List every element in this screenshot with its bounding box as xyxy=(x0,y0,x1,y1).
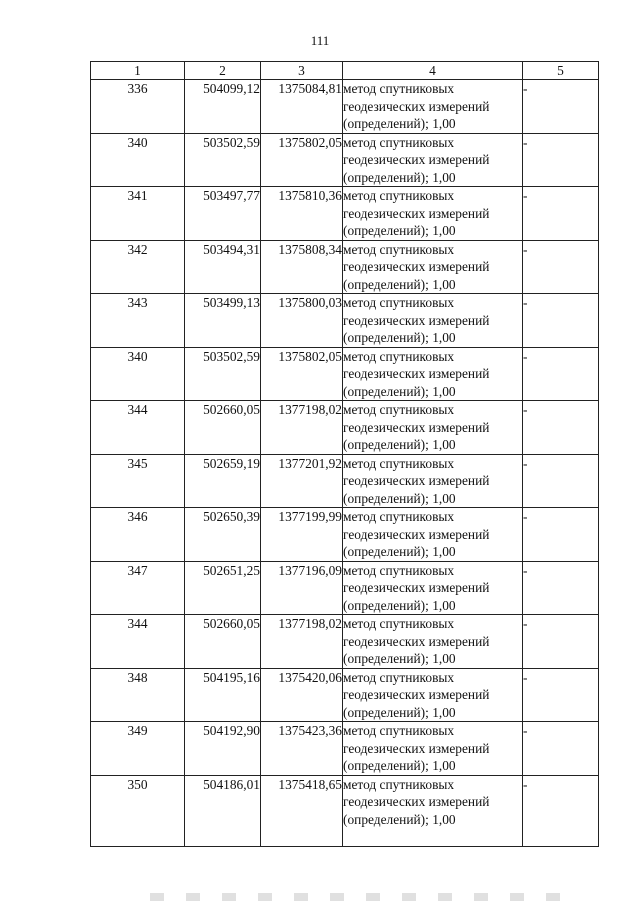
method-cell xyxy=(343,668,523,722)
point-number-cell: 340 xyxy=(91,347,185,401)
method-cell xyxy=(343,454,523,508)
x-coordinate-cell: 503502,59 xyxy=(185,347,261,401)
x-coordinate-cell: 502650,39 xyxy=(185,508,261,562)
point-number-cell: 346 xyxy=(91,508,185,562)
method-line: геодезических измерений xyxy=(343,580,490,595)
table-row xyxy=(91,133,599,187)
method-line: метод спутниковых xyxy=(343,348,455,364)
y-coordinate-cell: 1375810,36 xyxy=(261,187,343,241)
method-line: (определений); 1,00 xyxy=(343,704,456,720)
table-row xyxy=(91,454,599,508)
method-line: геодезических измерений xyxy=(343,794,490,809)
y-coordinate-cell: 1377199,99 xyxy=(261,508,343,562)
x-coordinate-cell: 504192,90 xyxy=(185,722,261,776)
column-header-3: 3 xyxy=(261,62,343,80)
point-number-cell: 340 xyxy=(91,133,185,187)
method-line: метод спутниковых xyxy=(343,188,455,203)
point-number-cell: 343 xyxy=(91,294,185,348)
x-coordinate-cell: 502660,05 xyxy=(185,615,261,669)
method-line: (определений); 1,00 xyxy=(343,437,456,452)
column-header-1: 1 xyxy=(91,62,185,80)
y-coordinate-cell: 1375802,05 xyxy=(261,347,343,401)
column-header-5: 5 xyxy=(523,62,599,80)
y-coordinate-cell: 1375418,65 xyxy=(261,775,343,846)
y-coordinate-cell: 1375423,36 xyxy=(261,722,343,776)
point-number-cell: 342 xyxy=(91,240,185,294)
table-body xyxy=(91,80,599,847)
point-number-cell: 336 xyxy=(91,80,185,134)
table-row xyxy=(91,722,599,776)
x-coordinate-cell: 502651,25 xyxy=(185,561,261,615)
method-line: геодезических измерений xyxy=(343,687,490,702)
y-coordinate-cell: 1375420,06 xyxy=(261,668,343,722)
method-line: метод спутниковых xyxy=(343,616,455,631)
method-line: (определений); 1,00 xyxy=(343,811,456,827)
method-line: метод спутниковых xyxy=(343,455,455,471)
method-line: метод спутниковых xyxy=(343,402,455,417)
point-number-cell: 341 xyxy=(91,187,185,241)
method-line: метод спутниковых xyxy=(343,241,455,257)
method-line: (определений); 1,00 xyxy=(343,330,456,345)
x-coordinate-cell: 502660,05 xyxy=(185,401,261,455)
method-cell xyxy=(343,615,523,669)
note-cell: - xyxy=(523,294,599,348)
note-cell: - xyxy=(523,561,599,615)
table-row xyxy=(91,347,599,401)
y-coordinate-cell: 1377198,02 xyxy=(261,401,343,455)
faint-bleed-through-text xyxy=(150,893,580,901)
x-coordinate-cell: 503502,59 xyxy=(185,133,261,187)
note-cell: - xyxy=(523,508,599,562)
column-header-4: 4 xyxy=(343,62,523,80)
method-line: геодезических измерений xyxy=(343,473,490,488)
table-row xyxy=(91,615,599,669)
method-line: (определений); 1,00 xyxy=(343,758,456,773)
method-line: (определений); 1,00 xyxy=(343,544,456,559)
x-coordinate-cell: 504099,12 xyxy=(185,80,261,134)
coordinates-table xyxy=(90,61,599,847)
method-cell xyxy=(343,347,523,401)
table-row xyxy=(91,508,599,562)
note-cell: - xyxy=(523,347,599,401)
point-number-cell: 348 xyxy=(91,668,185,722)
note-cell: - xyxy=(523,187,599,241)
method-line: метод спутниковых xyxy=(343,669,455,685)
note-cell: - xyxy=(523,401,599,455)
method-line: геодезических измерений xyxy=(343,152,490,167)
method-line: метод спутниковых xyxy=(343,81,455,96)
x-coordinate-cell: 503497,77 xyxy=(185,187,261,241)
point-number-cell: 344 xyxy=(91,615,185,669)
x-coordinate-cell: 503494,31 xyxy=(185,240,261,294)
method-line: (определений); 1,00 xyxy=(343,490,456,506)
method-line: (определений); 1,00 xyxy=(343,276,456,292)
method-line: геодезических измерений xyxy=(343,633,490,649)
note-cell: - xyxy=(523,133,599,187)
note-cell: - xyxy=(523,240,599,294)
method-cell xyxy=(343,401,523,455)
method-cell xyxy=(343,561,523,615)
x-coordinate-cell: 504186,01 xyxy=(185,775,261,846)
method-line: (определений); 1,00 xyxy=(343,597,456,613)
method-cell xyxy=(343,775,523,846)
point-number-cell: 349 xyxy=(91,722,185,776)
method-line: геодезических измерений xyxy=(343,205,490,221)
header-row xyxy=(91,62,599,80)
y-coordinate-cell: 1375800,03 xyxy=(261,294,343,348)
method-cell xyxy=(343,187,523,241)
method-line: (определений); 1,00 xyxy=(343,169,456,185)
method-line: геодезических измерений xyxy=(343,366,490,381)
table-row xyxy=(91,240,599,294)
method-line: метод спутниковых xyxy=(343,776,455,792)
column-header-2: 2 xyxy=(185,62,261,80)
y-coordinate-cell: 1375808,34 xyxy=(261,240,343,294)
x-coordinate-cell: 504195,16 xyxy=(185,668,261,722)
y-coordinate-cell: 1375084,81 xyxy=(261,80,343,134)
method-cell xyxy=(343,80,523,134)
method-line: геодезических измерений xyxy=(343,740,490,756)
note-cell: - xyxy=(523,454,599,508)
y-coordinate-cell: 1377201,92 xyxy=(261,454,343,508)
table-row xyxy=(91,187,599,241)
method-line: геодезических измерений xyxy=(343,259,490,274)
method-cell xyxy=(343,133,523,187)
note-cell: - xyxy=(523,80,599,134)
note-cell: - xyxy=(523,775,599,846)
table-row xyxy=(91,401,599,455)
y-coordinate-cell: 1377198,02 xyxy=(261,615,343,669)
method-line: геодезических измерений xyxy=(343,419,490,435)
method-line: (определений); 1,00 xyxy=(343,116,456,131)
table-row xyxy=(91,561,599,615)
y-coordinate-cell: 1377196,09 xyxy=(261,561,343,615)
note-cell: - xyxy=(523,668,599,722)
point-number-cell: 345 xyxy=(91,454,185,508)
table-row xyxy=(91,294,599,348)
point-number-cell: 350 xyxy=(91,775,185,846)
method-cell xyxy=(343,294,523,348)
method-line: геодезических измерений xyxy=(343,526,490,542)
method-line: (определений); 1,00 xyxy=(343,651,456,666)
note-cell: - xyxy=(523,615,599,669)
note-cell: - xyxy=(523,722,599,776)
table-row xyxy=(91,80,599,134)
method-line: (определений); 1,00 xyxy=(343,223,456,238)
page-number: 111 xyxy=(310,33,330,48)
method-line: метод спутниковых xyxy=(343,134,455,150)
method-line: геодезических измерений xyxy=(343,312,490,328)
method-line: геодезических измерений xyxy=(343,98,490,114)
point-number-cell: 344 xyxy=(91,401,185,455)
point-number-cell: 347 xyxy=(91,561,185,615)
table-header xyxy=(91,62,599,80)
x-coordinate-cell: 502659,19 xyxy=(185,454,261,508)
table-row xyxy=(91,775,599,846)
x-coordinate-cell: 503499,13 xyxy=(185,294,261,348)
method-cell xyxy=(343,240,523,294)
method-line: метод спутниковых xyxy=(343,562,455,578)
method-line: метод спутниковых xyxy=(343,295,455,310)
table-row xyxy=(91,668,599,722)
method-line: метод спутниковых xyxy=(343,723,455,738)
method-cell xyxy=(343,508,523,562)
method-line: метод спутниковых xyxy=(343,509,455,524)
y-coordinate-cell: 1375802,05 xyxy=(261,133,343,187)
method-line: (определений); 1,00 xyxy=(343,383,456,399)
method-cell xyxy=(343,722,523,776)
